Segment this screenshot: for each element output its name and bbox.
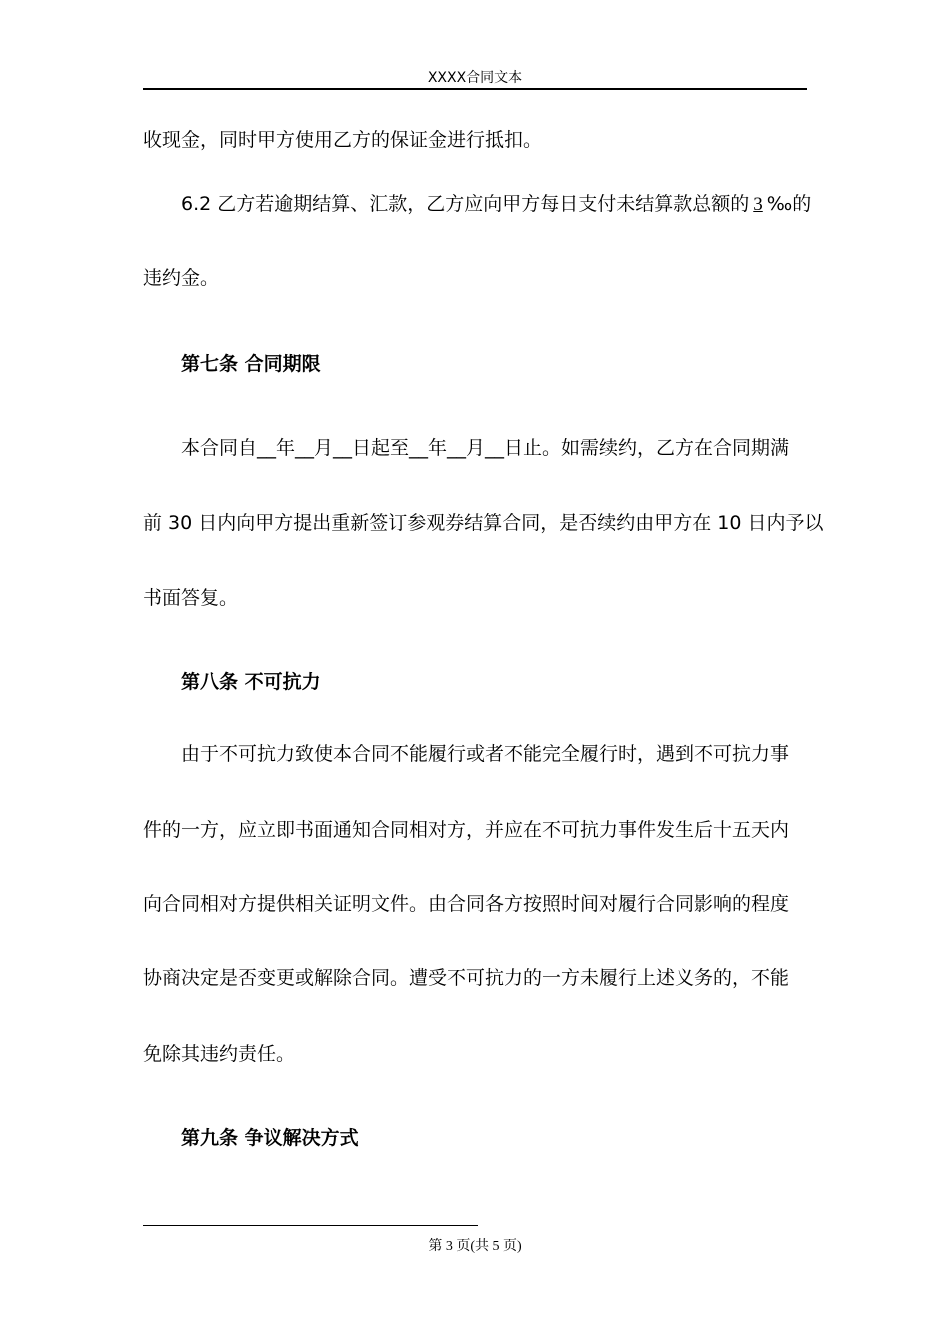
article-8-line-4: 协商决定是否变更或解除合同。遭受不可抗力的一方未履行上述义务的，不能 (143, 967, 790, 989)
clause-6-2-line (181, 191, 811, 218)
header-title: XXXX合同文本 (427, 70, 523, 86)
article-7-heading: 第七条 合同期限 (181, 353, 321, 375)
article-8-line-5: 免除其违约责任。 (143, 1043, 296, 1065)
clause-6-2-suffix: ‰的 (766, 193, 812, 215)
article-8-line-1: 由于不可抗力致使本合同不能履行或者不能完全履行时，遇到不可抗力事 (181, 743, 790, 765)
body-line-1: 收现金，同时甲方使用乙方的保证金进行抵扣。 (143, 129, 543, 151)
article-7-line-1: 本合同自__年__月__日起至__年__月__日止。如需续约，乙方在合同期满 (181, 437, 790, 459)
article-9-heading: 第九条 争议解决方式 (181, 1127, 359, 1149)
body-line-3: 违约金。 (143, 267, 220, 289)
clause-6-2-text: 6.2 乙方若逾期结算、汇款，乙方应向甲方每日支付未结算款总额的 (181, 193, 750, 215)
footer-divider (143, 1225, 478, 1226)
header-divider (143, 88, 807, 90)
page-number: 第 3 页(共 5 页) (428, 1239, 522, 1254)
article-8-heading: 第八条 不可抗力 (181, 671, 321, 693)
article-7-line-2: 前 30 日内向甲方提出重新签订参观券结算合同，是否续约由甲方在 10 日内予以 (143, 512, 824, 534)
article-7-line-3: 书面答复。 (143, 587, 239, 609)
article-8-line-3: 向合同相对方提供相关证明文件。由合同各方按照时间对履行合同影响的程度 (143, 893, 790, 915)
article-8-line-2: 件的一方，应立即书面通知合同相对方，并应在不可抗力事件发生后十五天内 (143, 819, 790, 841)
penalty-rate: 3 (753, 194, 763, 215)
